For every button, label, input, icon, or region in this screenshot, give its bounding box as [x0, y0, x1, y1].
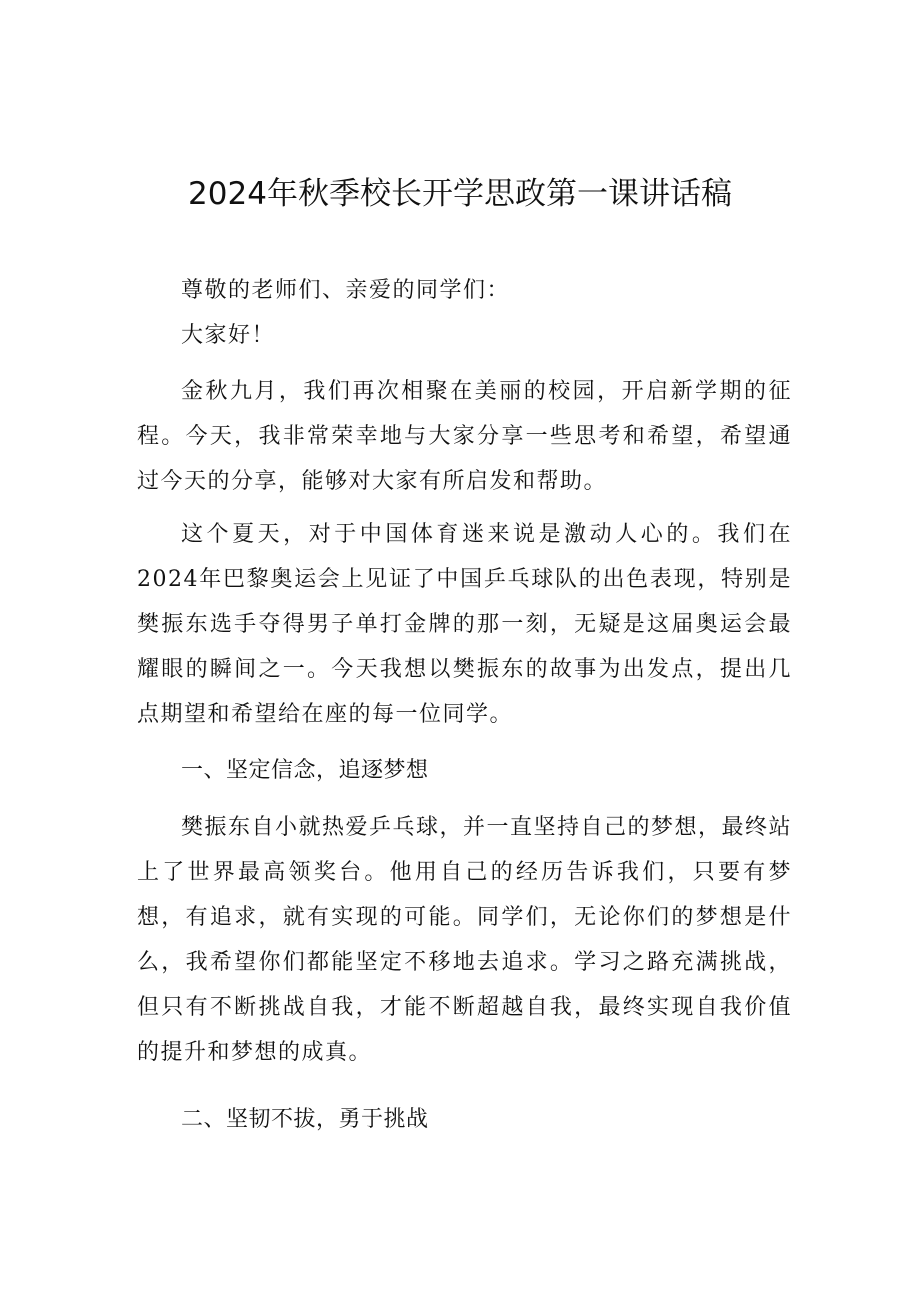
- section-1-paragraph: 樊振东自小就热爱乒乓球，并一直坚持自己的梦想，最终站上了世界最高领奖台。他用自己的经历告诉我们，只要有梦想，有追求，就有实现的可能。同学们，无论你们的梦想是什么，我希望你们都能坚定不移地去追求。学习之路充满挑战，但只有不断挑战自我，才能不断超越自我，最终实现自我价值的提升和梦想的成真。: [137, 815, 793, 1065]
- paragraph-intro: 金秋九月，我们再次相聚在美丽的校园，开启新学期的征程。今天，我非常荣幸地与大家分享一些思考和希望，希望通过今天的分享，能够对大家有所启发和帮助。: [137, 379, 792, 494]
- salutation: 尊敬的老师们、亲爱的同学们：: [181, 278, 511, 303]
- section-heading-1: 一、坚定信念，追逐梦想: [181, 758, 429, 783]
- section-heading-2: 二、坚韧不拔，勇于挑战: [181, 1107, 429, 1132]
- document-body: [137, 268, 792, 1154]
- greeting: 大家好！: [181, 323, 276, 348]
- paragraph-olympics: 这个夏天，对于中国体育迷来说是激动人心的。我们在2024年巴黎奥运会上见证了中国乒乓球队的出色表现，特别是樊振东选手夺得男子单打金牌的那一刻，无疑是这届奥运会最耀眼的瞬间之一。今天我想以樊振东的故事为出发点，提出几点期望和希望给在座的每一位同学。: [137, 522, 792, 727]
- document-title: 2024年秋季校长开学思政第一课讲话稿: [188, 176, 732, 212]
